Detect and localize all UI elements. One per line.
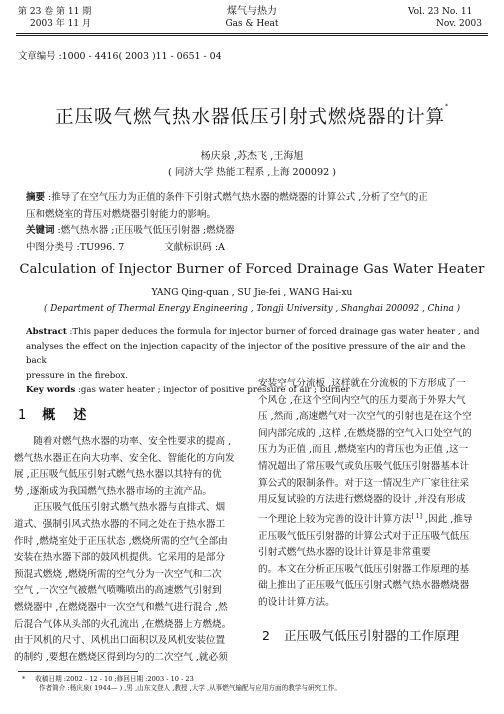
abstract-cn-text-1: :推导了在空气压力为正值的条件下引射式燃气热水器的燃烧器的计算公式 ,分析了空气的正 — [45, 192, 428, 203]
keywords-en-text: :gas water heater ; injector of positive pressure of air ; burner — [75, 385, 350, 395]
journal-volume-issue: 第 23 卷 第 11 期 — [18, 7, 92, 17]
right-line: 正压吸气低压引射器的计算公式对于正压吸气低压 — [258, 530, 470, 542]
left-line: 燃气热水器正在向大功率、安全化、智能化的方向发 — [14, 452, 235, 464]
keywords-cn-text: :燃气热水器 ;正压吸气低压引射器 ;燃烧器 — [54, 225, 235, 237]
section-2-title: 正压吸气低压引射器的工作原理 — [283, 628, 459, 643]
footnote-author-bio: 作者简介 :杨庆泉( 1944— ) ,男 ,山东文登人 ,教授 ,大学 ,从事燃气输配与应用方面的教学与研究工作。 — [39, 684, 341, 692]
footnote-rule — [18, 671, 138, 672]
title-footnote-mark: * — [445, 103, 449, 110]
abstract-en-line-2: analyses the effect on the injection capacity of the injector of the positive pressure of the air and the back — [26, 341, 466, 366]
affiliation-cn: ( 同济大学 热能工程系 ,上海 200092 ) — [168, 167, 336, 178]
abstract-en-text-1: :This paper deduces the formula for injector burner of forced drainage gas water heater , and — [66, 327, 480, 337]
left-line: 作时 ,燃烧室处于正压状态 ,燃烧所需的空气全部由 — [14, 535, 228, 547]
journal-date-en: Nov. 2003 — [436, 19, 482, 29]
right-line: 个风仓 ,在这个空间内空气的压力要高于外界大气 — [258, 394, 466, 406]
reference-citation[interactable]: [ 1] — [411, 512, 422, 520]
header-rule-2 — [16, 35, 488, 36]
journal-name-cn: 煤气与热力 — [227, 6, 277, 17]
section-1-title: 概 述 — [42, 408, 87, 423]
keywords-cn — [26, 223, 482, 240]
affiliation-en: ( Department of Thermal Energy Engineering , Tongji University , Shanghai 200092 , China ) — [43, 304, 461, 314]
section-1-heading — [18, 404, 86, 423]
left-column — [14, 434, 248, 666]
right-line: 安装空气分流板 ,这样就在分流板的下方形成了一 — [258, 378, 466, 389]
footnote-mark: * — [22, 675, 26, 683]
authors-cn: 杨庆泉 ,苏杰飞 ,王海旭 — [200, 151, 304, 162]
left-line: 由于风机的尺寸、风机出口面积以及风机安装位置 — [14, 635, 226, 647]
left-line: 安装在热水器下部的鼓风机提供。它采用的是部分 — [14, 552, 226, 564]
footnote-received: 收稿日期 :2002 - 12 - 10 ;修回日期 :2003 - 10 - 23 — [35, 675, 194, 683]
footnote-line-1 — [22, 675, 492, 684]
right-line-with-ref — [258, 509, 492, 529]
right-line-tail: ,因此 ,推导 — [421, 513, 473, 525]
right-line: 用反复试验的方法进行燃烧器的设计 ,并没有形成 — [258, 494, 466, 506]
right-line: 引射式燃气热水器的设计计算是非常重要 — [258, 547, 431, 559]
classification — [26, 240, 482, 257]
left-para-2 — [14, 500, 248, 666]
left-line: 正压吸气低压引射式燃气热水器与直排式、烟 — [33, 502, 226, 514]
section-2-heading — [262, 626, 459, 644]
doc-code-label: 文献标识码 — [164, 241, 212, 253]
section-1-number: 1 — [18, 408, 27, 423]
article-title-en: Calculation of Injector Burner of Forced Drainage Gas Water Heater — [19, 262, 485, 277]
journal-vol-no-en: Vol. 23 No. 11 — [408, 7, 473, 17]
keywords-cn-label: 关键词 — [26, 225, 55, 237]
clc-label: 中图分类号 — [26, 241, 74, 253]
right-line: 础上推出了正压吸气低压引射式燃气热水器燃烧器 — [258, 580, 470, 592]
left-line: 的制约 ,要想在燃烧区得到均匀的二次空气 ,就必须 — [14, 651, 228, 663]
article-title-cn — [0, 103, 504, 129]
authors-en: YANG Qing-quan , SU Jie-fei , WANG Hai-xu — [151, 288, 353, 298]
right-line: 压 ,然而 ,高速燃气对一次空气的引射也是在这个空 — [258, 411, 472, 423]
left-line: 预混式燃烧 ,燃烧所需的空气分为一次空气和二次 — [14, 568, 222, 580]
left-line: 势 ,逐渐成为我国燃气热水器市场的主流产品。 — [14, 485, 212, 497]
journal-name-en: Gas & Heat — [225, 19, 279, 29]
section-2-number: 2 — [262, 628, 270, 643]
right-line: 间内部完成的 ,这样 ,在燃烧器的空气入口处空气的 — [258, 427, 472, 439]
article-number: 文章编号 :1000 - 4416( 2003 )11 - 0651 - 04 — [18, 51, 222, 62]
abstract-cn-label: 摘要 — [26, 192, 46, 203]
abstract-en-line-3: pressure in the firebox. — [26, 370, 128, 381]
right-line: 情况超出了常压吸气或负压吸气低压引射器基本计 — [258, 460, 470, 472]
abstract-cn-line-1 — [26, 190, 482, 207]
left-line: 展 ,正压吸气低压引射式燃气热水器以其特有的优 — [14, 469, 222, 481]
right-line: 压力为正值 ,而且 ,燃烧室内的背压也为正值 ,这一 — [258, 444, 469, 456]
abstract-cn — [26, 190, 482, 256]
keywords-en-label: Key words — [26, 385, 76, 395]
abstract-en-line-1 — [26, 325, 486, 340]
right-line: 的。本文在分析正压吸气低压引射器工作原理的基 — [258, 563, 470, 575]
abstract-en-label: Abstract — [26, 327, 67, 337]
clc-value: :TU996. 7 — [73, 241, 125, 253]
abstract-cn-line-2: 压和燃烧室的背压对燃烧器引射能力的影响。 — [26, 208, 217, 220]
right-line-text: 一个理论上较为完善的设计计算方法 — [258, 513, 412, 525]
left-line: 空气 ,一次空气被燃气喷嘴喷出的高速燃气引射到 — [14, 585, 222, 597]
footnote — [22, 675, 492, 693]
left-para-1 — [14, 434, 248, 500]
right-column — [258, 376, 492, 612]
doc-code-value: :A — [211, 241, 225, 253]
header-rule — [16, 33, 488, 34]
left-line: 燃烧器中 ,在燃烧器中一次空气和燃气进行混合 ,然 — [14, 601, 228, 613]
title-text: 正压吸气燃气热水器低压引射式燃烧器的计算 — [54, 107, 445, 128]
left-line: 后混合气体从头部的火孔流出 ,在燃烧器上方燃烧。 — [14, 618, 232, 630]
right-line: 算公式的限制条件。对于这一情况生产厂家往往采 — [258, 477, 470, 489]
right-line: 的设计计算方法。 — [258, 596, 335, 608]
journal-date: 2003 年 11 月 — [30, 19, 91, 29]
left-line: 随着对燃气热水器的功率、安全性要求的提高 , — [33, 436, 232, 447]
left-line: 道式、强制引风式热水器的不同之处在于热水器工 — [14, 518, 226, 530]
